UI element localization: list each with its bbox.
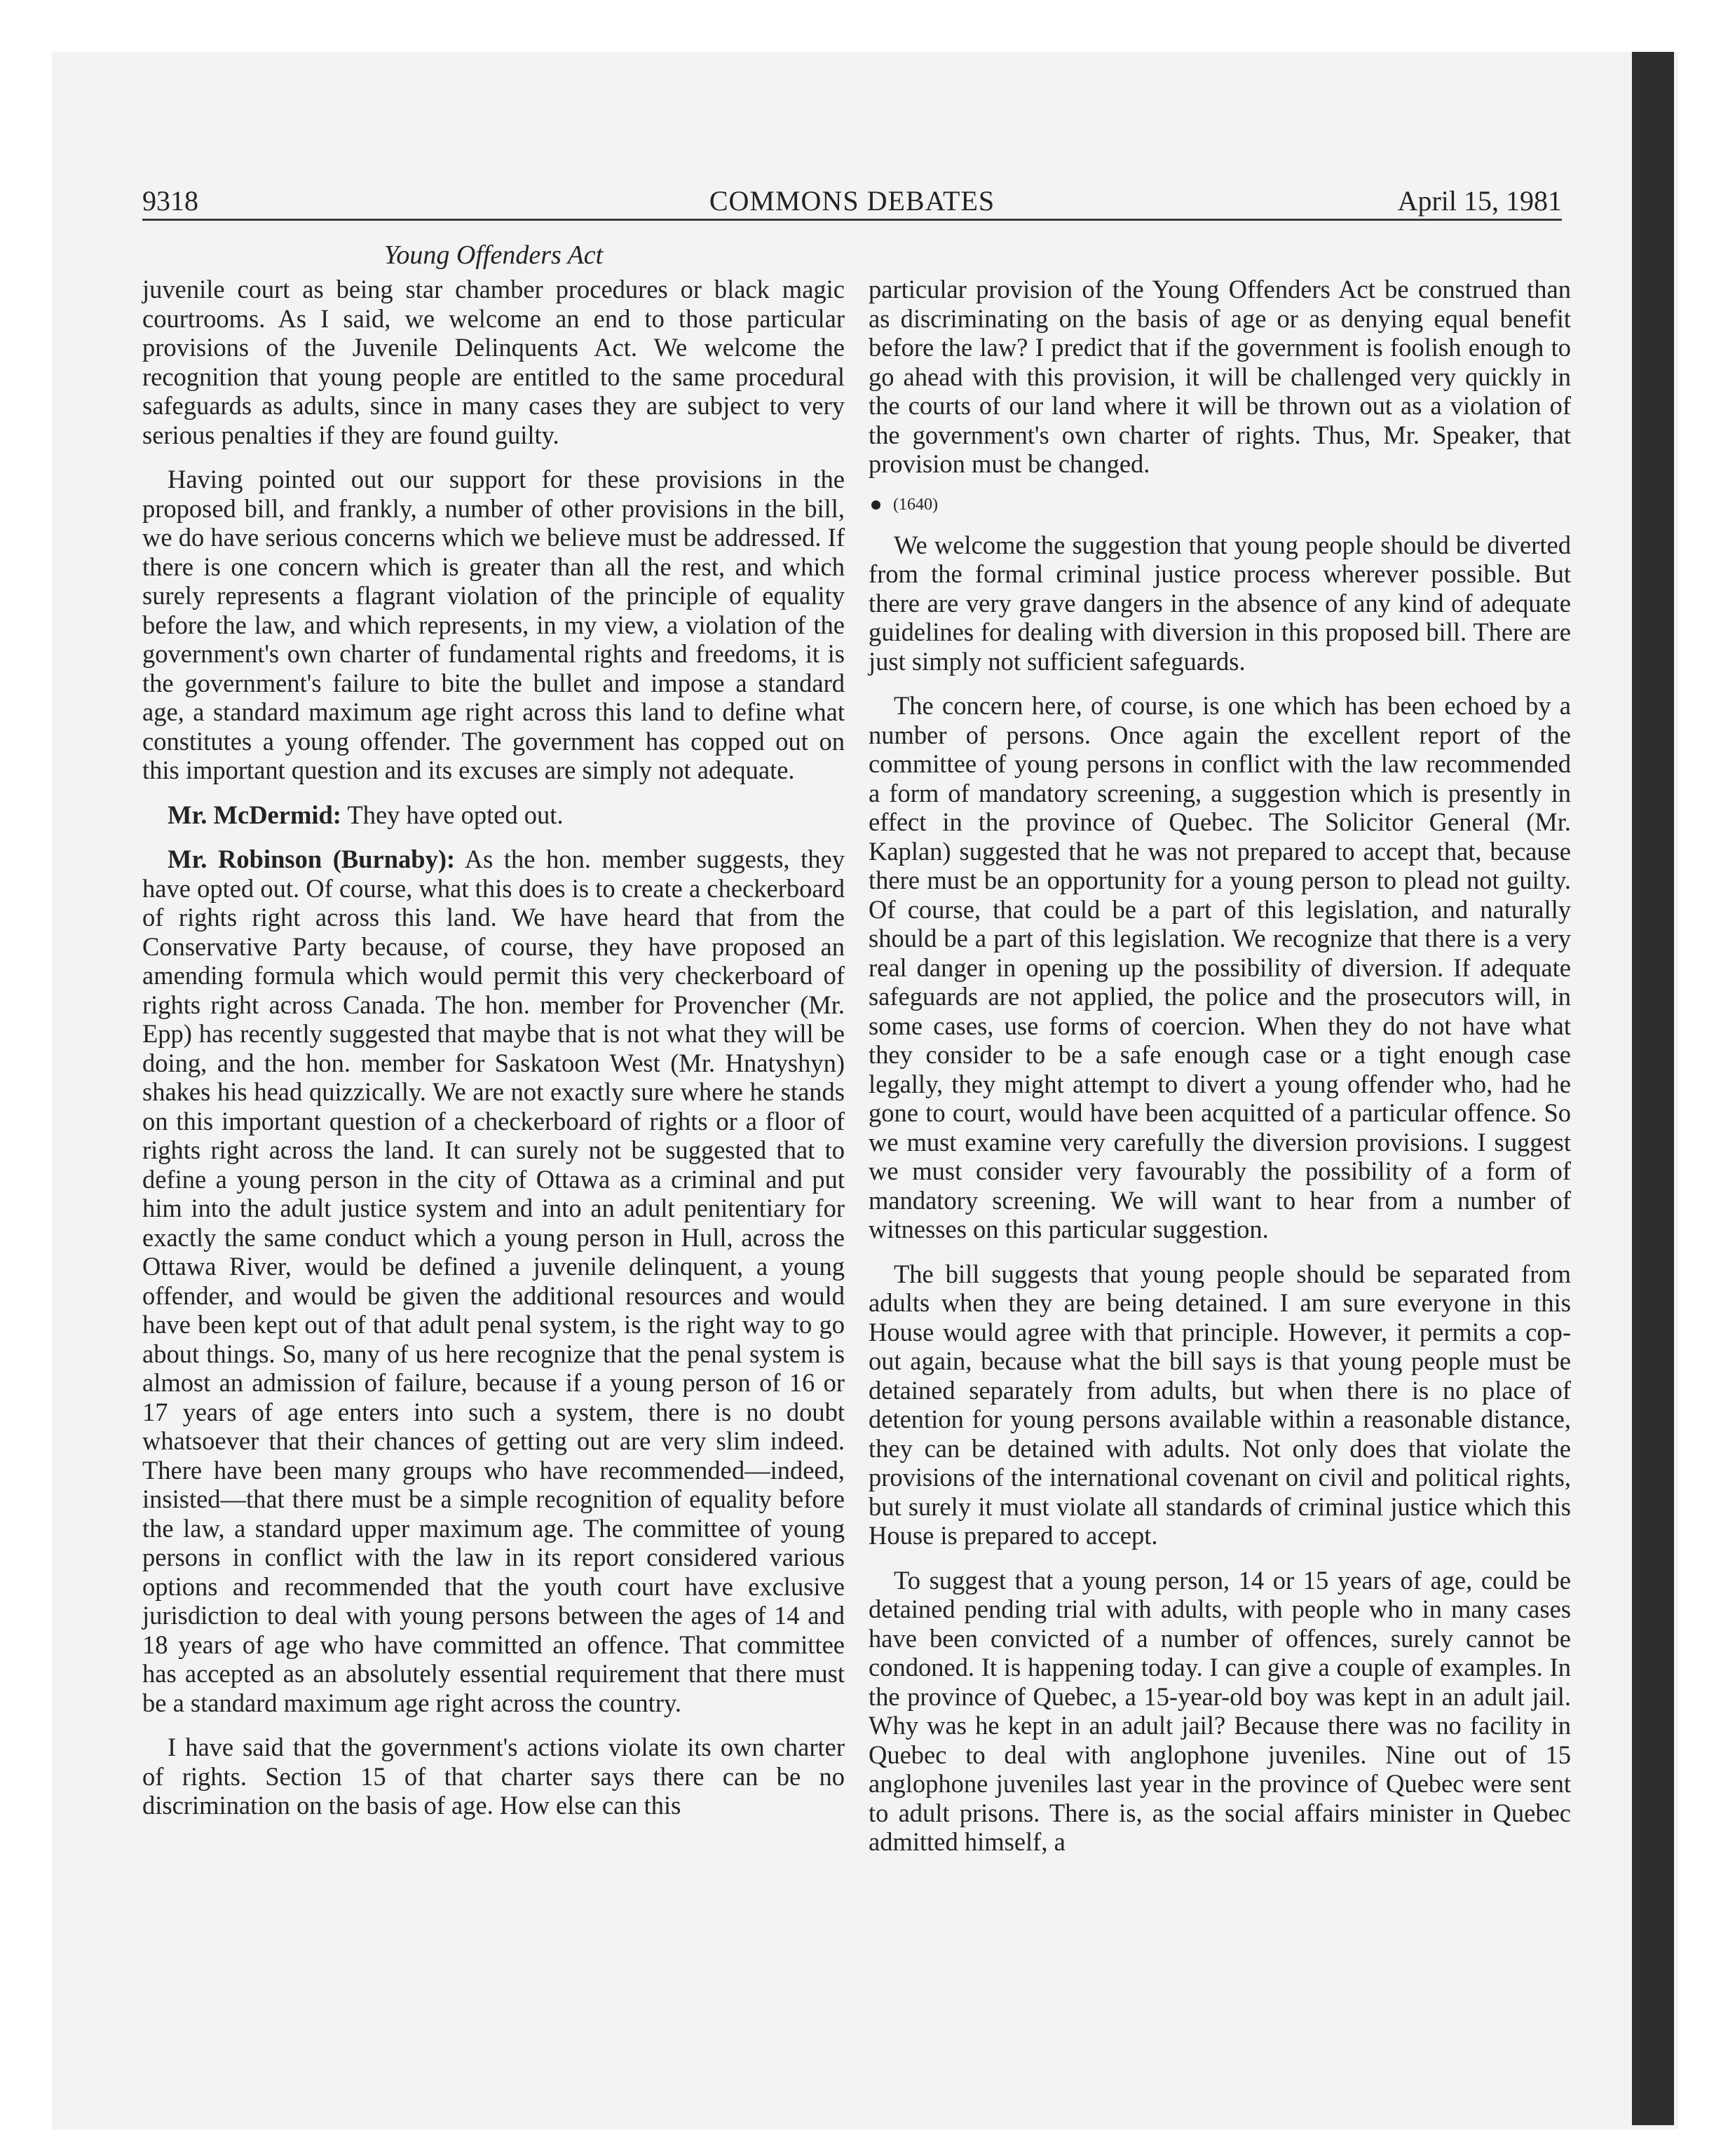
paragraph: The concern here, of course, is one which has been echoed by a number of persons. Once again the excellent report of the committee of young persons in conflict with the law recommended a form of mandatory screening, a suggestion which is presently in effect in the province of Quebec. The Solicitor General (Mr. Kaplan) suggested that he was not prepared to accept that, because there must be an opportunity for a young person to plead not guilty. Of course, that could be a part of this legislation, and naturally should be a part of this legislation. We recognize that there is a very real danger in opening up the possibility of diversion. If adequate safeguards are not applied, the police and the prosecutors will, in some cases, use forms of coercion. When they do not have what they consider to be a safe enough case or a tight enough case legally, they might attempt to divert a young offender who, had he gone to court, would have been acquitted of a particular offence. So we must examine very carefully the diversion provisions. I suggest we must consider very favourably the possibility of a form of mandatory screening. We will want to hear from a number of witnesses on this particular suggestion. <box>869 691 1571 1243</box>
paragraph: juvenile court as being star chamber procedures or black magic courtrooms. As I said, we welcome an end to those particular provisions of the Juvenile Delinquents Act. We welcome the recognition that young people are entitled to the same procedural safeguards as adults, since in many cases they are subject to very serious penalties if they are found guilty. <box>142 275 845 449</box>
paragraph: particular provision of the Young Offenders Act be construed than as discriminating on the basis of age or as denying equal benefit before the law? I predict that if the government is foolish enough to go ahead with this provision, it will be challenged very quickly in the courts of our land where it will be thrown out as a violation of the government's own charter of rights. Thus, Mr. Speaker, that provision must be changed. <box>869 275 1571 478</box>
paragraph: I have said that the government's actions violate its own charter of rights. Section 15 of that charter says there can be no discrimination on the basis of age. How else can this <box>142 1733 845 1820</box>
speech-text: They have opted out. <box>341 800 564 829</box>
time-marker-text: (1640) <box>893 495 938 514</box>
scan-edge-shadow <box>1632 52 1674 2125</box>
right-column <box>869 275 1571 1872</box>
publication-date: April 15, 1981 <box>1397 185 1562 217</box>
speech-paragraph <box>142 845 845 1717</box>
time-marker <box>871 494 1571 515</box>
paragraph: Having pointed out our support for these provisions in the proposed bill, and frankly, a number of other provisions in the bill, we do have serious concerns which we believe must be addressed. If there is one concern which is greater than all the rest, and which surely represents a flagrant violation of the principle of equality before the law, and which represents, in my view, a violation of the government's own charter of fundamental rights and freedoms, it is the government's failure to bite the bullet and impose a standard age, a standard maximum age right across this land to define what constitutes a young offender. The government has copped out on this important question and its excuses are simply not adequate. <box>142 465 845 784</box>
speaker-name: Mr. McDermid: <box>168 800 341 829</box>
paragraph: The bill suggests that young people should be separated from adults when they are being detained. I am sure everyone in this House would agree with that principle. However, it permits a cop-out again, because what the bill says is that young people must be detained separately from adults, but when there is no place of detention for young persons available within a reasonable distance, they can be detained with adults. Not only does that violate the provisions of the international covenant on civil and political rights, but surely it must violate all standards of criminal justice which this House is prepared to accept. <box>869 1259 1571 1550</box>
running-title: Young Offenders Act <box>383 240 604 270</box>
left-column <box>142 275 845 1836</box>
publication-title: COMMONS DEBATES <box>709 185 995 217</box>
speaker-name: Mr. Robinson (Burnaby): <box>168 845 456 873</box>
paragraph: To suggest that a young person, 14 or 15 years of age, could be detained pending trial with adults, with people who in many cases have been convicted of a number of offences, surely cannot be condoned. It is happening today. I can give a couple of examples. In the province of Quebec, a 15-year-old boy was kept in an adult jail. Why was he kept in an adult jail? Because there was no facility in Quebec to deal with anglophone juveniles. Nine out of 15 anglophone juveniles last year in the province of Quebec were sent to adult prisons. There is, as the social affairs minister in Quebec admitted himself, a <box>869 1565 1571 1856</box>
paragraph: We welcome the suggestion that young people should be diverted from the formal criminal justice process wherever possible. But there are very grave dangers in the absence of any kind of adequate guidelines for dealing with diversion in this proposed bill. There are just simply not sufficient safeguards. <box>869 530 1571 676</box>
speech-paragraph <box>142 800 845 830</box>
page-header <box>142 184 1562 221</box>
speech-text: As the hon. member suggests, they have opted out. Of course, what this does is to create a checkerboard of rights right across this land. We have heard that from the Conservative Party because, of course, they have proposed an amending formula which would permit this very checkerboard of rights right across Canada. The hon. member for Provencher (Mr. Epp) has recently suggested that maybe that is not what they will be doing, and the hon. member for Saskatoon West (Mr. Hnatyshyn) shakes his head quizzically. We are not exactly sure where he stands on this important question of a checkerboard of rights or a floor of rights right across the land. It can surely not be suggested that to define a young person in the city of Ottawa as a criminal and put him into the adult justice system and into an adult penitentiary for exactly the same conduct which a young person in Hull, across the Ottawa River, would be defined a juvenile delinquent, a young offender, and would be given the additional resources and would have been kept out of that adult penal system, is the right way to go about things. So, many of us here recognize that the penal system is almost an admission of failure, because if a young person of 16 or 17 years of age enters into such a system, there is no doubt whatsoever that their chances of getting out are very slim indeed. There have been many groups who have recommended—indeed, insisted—that there must be a simple recognition of equality before the law, a standard upper maximum age. The committee of young persons in conflict with the law in its report considered various options and recommended that the youth court have exclusive jurisdiction to deal with young persons between the ages of 14 and 18 years of age who have committed an offence. That committee has accepted as an absolutely essential requirement that there must be a standard maximum age right across the country. <box>142 845 845 1717</box>
page-number: 9318 <box>142 185 198 217</box>
bullet-icon <box>871 500 880 510</box>
